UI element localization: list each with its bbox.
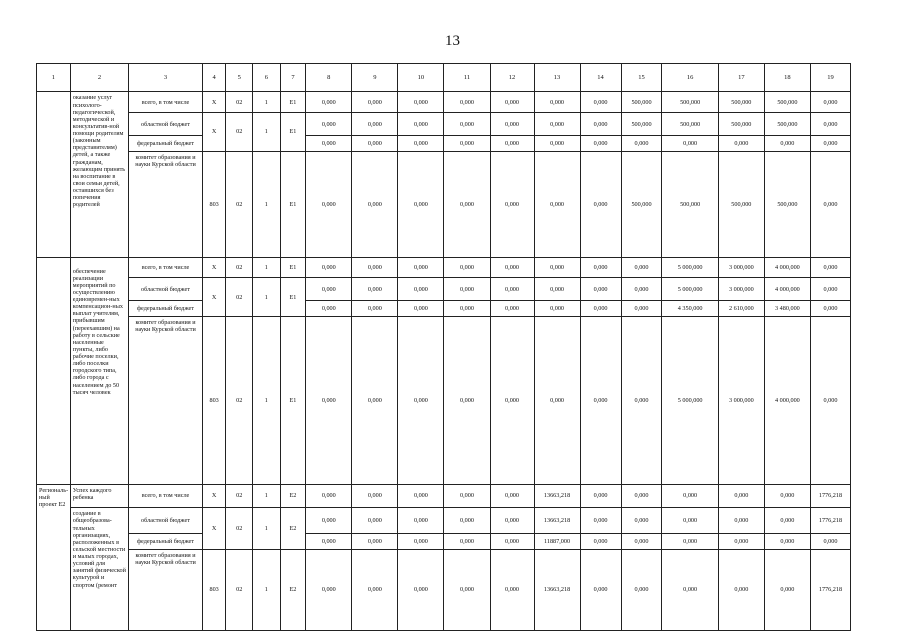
value-cell: 0,000 (306, 484, 352, 508)
value-cell: 0,000 (621, 508, 662, 534)
value-cell: 0,000 (764, 549, 810, 630)
value-cell: 0,000 (621, 534, 662, 549)
value-cell: 0,000 (662, 549, 718, 630)
value-cell: 2 610,000 (718, 301, 764, 316)
value-cell: 0,000 (306, 257, 352, 278)
table-row (37, 316, 851, 484)
value-cell: 0,000 (306, 301, 352, 316)
value-cell: 13663,218 (534, 484, 580, 508)
budget-code-c6: 1 (253, 278, 281, 317)
funding-source: комитет образования и науки Курской области (129, 151, 203, 257)
value-cell: 0,000 (718, 136, 764, 151)
column-header: 17 (718, 64, 764, 92)
value-cell: 0,000 (444, 316, 490, 484)
section-label (37, 92, 71, 257)
value-cell: 0,000 (306, 136, 352, 151)
value-cell: 0,000 (352, 151, 398, 257)
value-cell: 0,000 (490, 301, 534, 316)
budget-code-c4: X (202, 484, 226, 508)
value-cell: 0,000 (621, 549, 662, 630)
value-cell: 3 480,000 (764, 301, 810, 316)
column-header: 6 (253, 64, 281, 92)
column-header: 19 (810, 64, 850, 92)
value-cell: 0,000 (621, 136, 662, 151)
budget-code-c7: E2 (280, 549, 306, 630)
value-cell: 0,000 (580, 257, 621, 278)
table-row (37, 151, 851, 257)
value-cell: 3 000,000 (718, 278, 764, 301)
value-cell: 1776,218 (810, 508, 850, 534)
value-cell: 0,000 (398, 484, 444, 508)
value-cell: 0,000 (398, 113, 444, 136)
budget-code-c4: 803 (202, 151, 226, 257)
value-cell: 0,000 (398, 301, 444, 316)
column-header: 4 (202, 64, 226, 92)
budget-code-c5: 02 (226, 316, 253, 484)
funding-source: федеральный бюджет (129, 136, 203, 151)
value-cell: 0,000 (444, 257, 490, 278)
budget-code-c7: E1 (280, 278, 306, 317)
value-cell: 0,000 (398, 549, 444, 630)
value-cell: 0,000 (352, 316, 398, 484)
budget-code-c7: E1 (280, 151, 306, 257)
budget-code-c7: E1 (280, 316, 306, 484)
value-cell: 0,000 (718, 508, 764, 534)
value-cell: 4 000,000 (764, 316, 810, 484)
value-cell: 0,000 (662, 136, 718, 151)
value-cell: 13663,218 (534, 549, 580, 630)
value-cell: 0,000 (580, 549, 621, 630)
budget-code-c6: 1 (253, 92, 281, 113)
column-header: 7 (280, 64, 306, 92)
budget-code-c5: 02 (226, 113, 253, 152)
value-cell: 500,000 (764, 151, 810, 257)
value-cell: 4 000,000 (764, 278, 810, 301)
value-cell: 0,000 (534, 301, 580, 316)
budget-code-c4: 803 (202, 316, 226, 484)
funding-source: федеральный бюджет (129, 301, 203, 316)
value-cell: 0,000 (444, 278, 490, 301)
value-cell: 0,000 (810, 257, 850, 278)
value-cell: 0,000 (398, 151, 444, 257)
value-cell: 0,000 (764, 484, 810, 508)
value-cell: 0,000 (490, 549, 534, 630)
value-cell: 0,000 (398, 508, 444, 534)
value-cell: 0,000 (352, 113, 398, 136)
column-header: 16 (662, 64, 718, 92)
budget-code-c6: 1 (253, 508, 281, 549)
value-cell: 0,000 (398, 278, 444, 301)
table-row (37, 113, 851, 136)
value-cell: 0,000 (534, 136, 580, 151)
budget-code-c7: E1 (280, 113, 306, 152)
value-cell: 1776,218 (810, 549, 850, 630)
header-row (37, 64, 851, 92)
value-cell: 0,000 (718, 549, 764, 630)
funding-source: комитет образования и науки Курской области (129, 549, 203, 630)
budget-code-c5: 02 (226, 508, 253, 549)
event-name: обеспечение реализации мероприятий по осуществлению единовремен-ных компенсацион-ных выплат учителям, прибывшим (переехавшим) на работу в сельские населенные пункты, либо рабочие поселки, либо поселки городского типа, либо города с населением до 50 тысяч человек (70, 257, 128, 484)
column-header: 10 (398, 64, 444, 92)
value-cell: 0,000 (580, 113, 621, 136)
value-cell: 0,000 (810, 278, 850, 301)
section-label: Региональ-ный проект Е2 (37, 484, 71, 630)
table-row (37, 278, 851, 301)
value-cell: 500,000 (718, 151, 764, 257)
value-cell: 0,000 (490, 113, 534, 136)
column-header: 5 (226, 64, 253, 92)
value-cell: 0,000 (490, 257, 534, 278)
table-row (37, 508, 851, 534)
page-number: 13 (445, 33, 460, 49)
value-cell: 500,000 (764, 113, 810, 136)
value-cell: 0,000 (621, 278, 662, 301)
value-cell: 0,000 (580, 278, 621, 301)
value-cell: 500,000 (621, 92, 662, 113)
value-cell: 0,000 (810, 534, 850, 549)
table-row (37, 257, 851, 278)
value-cell: 0,000 (580, 151, 621, 257)
value-cell: 13663,218 (534, 508, 580, 534)
funding-source: всего, в том числе (129, 92, 203, 113)
column-header: 14 (580, 64, 621, 92)
value-cell: 0,000 (662, 534, 718, 549)
budget-code-c4: 803 (202, 549, 226, 630)
funding-source: областной бюджет (129, 508, 203, 534)
value-cell: 0,000 (444, 136, 490, 151)
table-row (37, 484, 851, 508)
value-cell: 0,000 (444, 484, 490, 508)
budget-code-c5: 02 (226, 92, 253, 113)
value-cell: 0,000 (662, 508, 718, 534)
value-cell: 1776,218 (810, 484, 850, 508)
value-cell: 3 000,000 (718, 316, 764, 484)
value-cell: 500,000 (621, 151, 662, 257)
funding-source: областной бюджет (129, 113, 203, 136)
value-cell: 0,000 (490, 136, 534, 151)
value-cell: 0,000 (306, 534, 352, 549)
budget-table (36, 63, 851, 631)
value-cell: 0,000 (306, 316, 352, 484)
value-cell: 0,000 (534, 278, 580, 301)
column-header: 11 (444, 64, 490, 92)
value-cell: 0,000 (398, 92, 444, 113)
value-cell: 0,000 (398, 257, 444, 278)
value-cell: 0,000 (764, 534, 810, 549)
event-description: создание в общеобразова-тельных организациях, расположенных в сельской местности и малых городах, условий для занятий физической культурой и спортом (ремонт (70, 508, 128, 631)
value-cell: 500,000 (718, 113, 764, 136)
value-cell: 0,000 (306, 278, 352, 301)
value-cell: 5 000,000 (662, 316, 718, 484)
value-cell: 0,000 (764, 136, 810, 151)
value-cell: 0,000 (580, 136, 621, 151)
value-cell: 5 000,000 (662, 257, 718, 278)
value-cell: 0,000 (810, 113, 850, 136)
budget-code-c4: X (202, 508, 226, 549)
value-cell: 5 000,000 (662, 278, 718, 301)
funding-source: областной бюджет (129, 278, 203, 301)
value-cell: 0,000 (352, 484, 398, 508)
budget-code-c7: E2 (280, 508, 306, 549)
value-cell: 0,000 (306, 113, 352, 136)
event-name: оказание услуг психолого-педагогической, методической и консультатив-ной помощи родителям (законным представителям) детей, а также гражданам, желающим принять на воспитание в свои семьи детей, оставшихся без попечения родителей (70, 92, 128, 257)
column-header: 15 (621, 64, 662, 92)
value-cell: 0,000 (534, 92, 580, 113)
budget-code-c4: X (202, 278, 226, 317)
budget-code-c4: X (202, 113, 226, 152)
value-cell: 0,000 (718, 534, 764, 549)
value-cell: 0,000 (490, 151, 534, 257)
value-cell: 0,000 (444, 301, 490, 316)
value-cell: 0,000 (580, 316, 621, 484)
column-header: 8 (306, 64, 352, 92)
budget-code-c7: E1 (280, 257, 306, 278)
budget-code-c5: 02 (226, 484, 253, 508)
budget-code-c5: 02 (226, 151, 253, 257)
budget-code-c7: E2 (280, 484, 306, 508)
value-cell: 500,000 (764, 92, 810, 113)
value-cell: 0,000 (444, 534, 490, 549)
budget-code-c6: 1 (253, 484, 281, 508)
value-cell: 500,000 (662, 113, 718, 136)
value-cell: 0,000 (352, 534, 398, 549)
table-row (37, 92, 851, 113)
column-header: 18 (764, 64, 810, 92)
value-cell: 0,000 (398, 316, 444, 484)
budget-code-c6: 1 (253, 151, 281, 257)
value-cell: 0,000 (621, 484, 662, 508)
value-cell: 0,000 (352, 136, 398, 151)
value-cell: 0,000 (662, 484, 718, 508)
value-cell: 0,000 (444, 151, 490, 257)
budget-code-c4: X (202, 92, 226, 113)
value-cell: 0,000 (810, 136, 850, 151)
table-row (37, 136, 851, 151)
column-header: 3 (129, 64, 203, 92)
budget-code-c5: 02 (226, 549, 253, 630)
value-cell: 3 000,000 (718, 257, 764, 278)
value-cell: 0,000 (718, 484, 764, 508)
table-row (37, 301, 851, 316)
value-cell: 500,000 (662, 92, 718, 113)
budget-code-c5: 02 (226, 278, 253, 317)
value-cell: 0,000 (534, 113, 580, 136)
value-cell: 0,000 (534, 316, 580, 484)
budget-code-c6: 1 (253, 113, 281, 152)
value-cell: 0,000 (444, 92, 490, 113)
value-cell: 0,000 (398, 136, 444, 151)
value-cell: 0,000 (306, 508, 352, 534)
value-cell: 0,000 (352, 257, 398, 278)
value-cell: 0,000 (580, 92, 621, 113)
value-cell: 0,000 (580, 301, 621, 316)
event-name: Успех каждого ребенка (70, 484, 128, 508)
value-cell: 0,000 (490, 316, 534, 484)
value-cell: 0,000 (810, 151, 850, 257)
budget-code-c5: 02 (226, 257, 253, 278)
value-cell: 0,000 (306, 549, 352, 630)
value-cell: 0,000 (306, 92, 352, 113)
value-cell: 0,000 (352, 549, 398, 630)
value-cell: 0,000 (764, 508, 810, 534)
value-cell: 0,000 (352, 301, 398, 316)
value-cell: 0,000 (534, 151, 580, 257)
budget-code-c6: 1 (253, 549, 281, 630)
column-header: 1 (37, 64, 71, 92)
value-cell: 0,000 (621, 316, 662, 484)
budget-code-c6: 1 (253, 316, 281, 484)
value-cell: 0,000 (306, 151, 352, 257)
value-cell: 0,000 (352, 278, 398, 301)
funding-source: всего, в том числе (129, 484, 203, 508)
value-cell: 0,000 (352, 508, 398, 534)
value-cell: 0,000 (490, 484, 534, 508)
table-row (37, 534, 851, 549)
value-cell: 0,000 (490, 508, 534, 534)
column-header: 9 (352, 64, 398, 92)
value-cell: 0,000 (580, 508, 621, 534)
value-cell: 0,000 (621, 301, 662, 316)
budget-code-c7: E1 (280, 92, 306, 113)
value-cell: 0,000 (580, 484, 621, 508)
funding-source: комитет образования и науки Курской области (129, 316, 203, 484)
value-cell: 0,000 (444, 549, 490, 630)
value-cell: 0,000 (810, 316, 850, 484)
section-label (37, 257, 71, 484)
value-cell: 0,000 (352, 92, 398, 113)
value-cell: 0,000 (444, 508, 490, 534)
column-header: 12 (490, 64, 534, 92)
value-cell: 500,000 (662, 151, 718, 257)
value-cell: 0,000 (621, 257, 662, 278)
column-header: 2 (70, 64, 128, 92)
value-cell: 0,000 (444, 113, 490, 136)
value-cell: 11887,000 (534, 534, 580, 549)
value-cell: 0,000 (580, 534, 621, 549)
budget-code-c4: X (202, 257, 226, 278)
value-cell: 0,000 (810, 92, 850, 113)
funding-source: федеральный бюджет (129, 534, 203, 549)
value-cell: 0,000 (490, 278, 534, 301)
value-cell: 4 350,000 (662, 301, 718, 316)
value-cell: 0,000 (810, 301, 850, 316)
column-header: 13 (534, 64, 580, 92)
value-cell: 4 000,000 (764, 257, 810, 278)
value-cell: 500,000 (718, 92, 764, 113)
value-cell: 0,000 (490, 534, 534, 549)
funding-source: всего, в том числе (129, 257, 203, 278)
value-cell: 0,000 (534, 257, 580, 278)
value-cell: 0,000 (398, 534, 444, 549)
table-row (37, 549, 851, 630)
value-cell: 0,000 (490, 92, 534, 113)
value-cell: 500,000 (621, 113, 662, 136)
budget-code-c6: 1 (253, 257, 281, 278)
